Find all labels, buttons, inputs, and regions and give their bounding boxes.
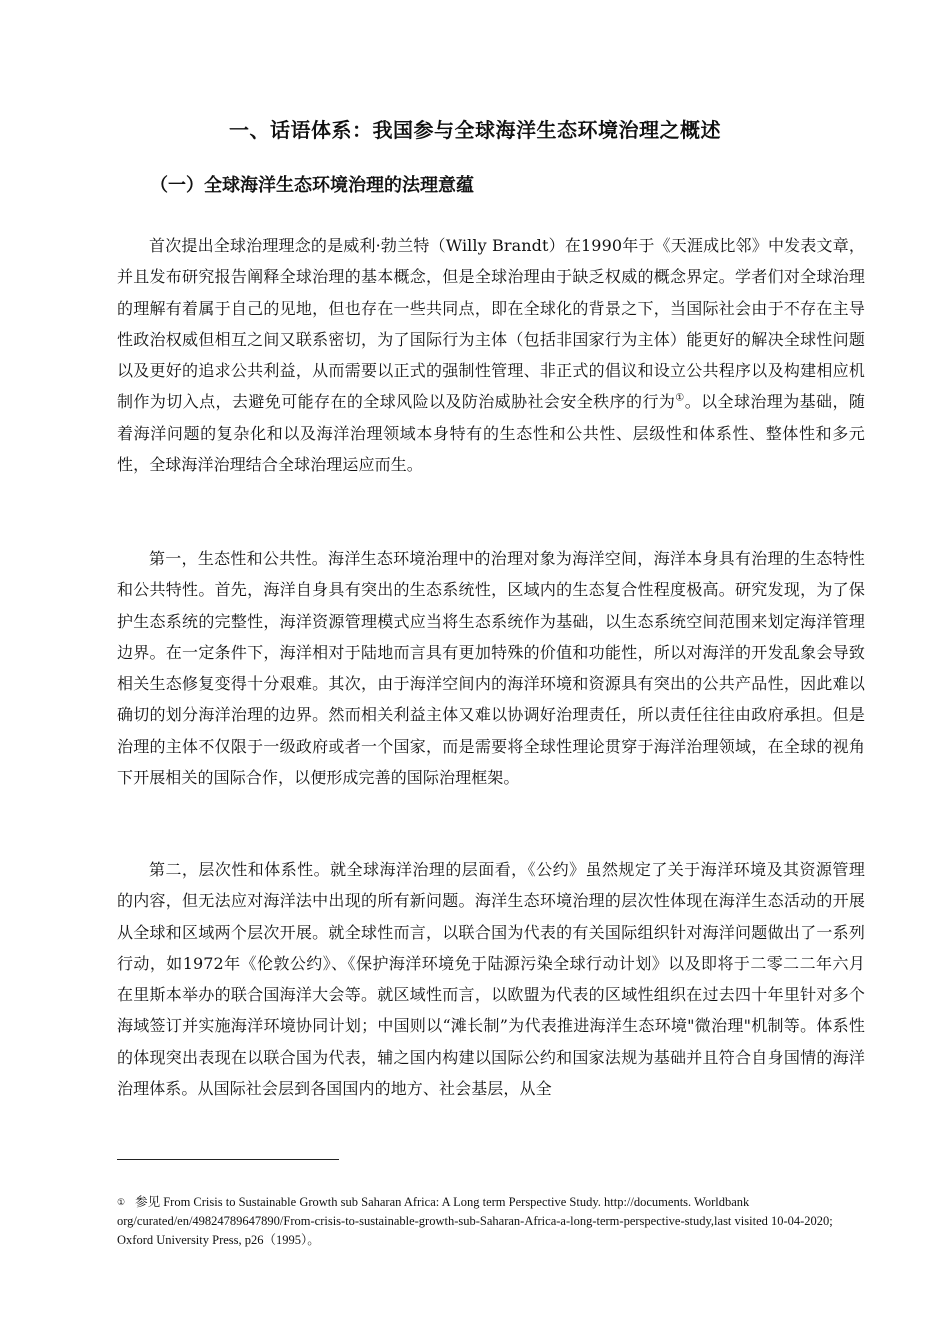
paragraph-2: 第一，生态性和公共性。海洋生态环境治理中的治理对象为海洋空间，海洋本身具有治理的生态特性和公共特性。首先，海洋自身具有突出的生态系统性，区域内的生态复合性程度极高。研究发现，为了保护生态系统的完整性，海洋资源管理模式应当将生态系统作为基础，以生态系统空间范围来划定海洋管理边界。在一定条件下，海洋相对于陆地而言具有更加特殊的价值和功能性，所以对海洋的开发乱象会导致相关生态修复变得十分艰难。其次，由于海洋空间内的海洋环境和资源具有突出的公共产品性，因此难以确切的划分海洋治理的边界。然而相关利益主体又难以协调好治理责任，所以责任往往由政府承担。但是治理的主体不仅限于一级政府或者一个国家，而是需要将全球性理论贯穿于海洋治理领域，在全球的视角下开展相关的国际合作，以便形成完善的国际治理框架。 [117, 549, 865, 788]
footnote-reference[interactable]: ① [675, 393, 685, 405]
paragraph-3: 第二，层次性和体系性。就全球海洋治理的层面看，《公约》虽然规定了关于海洋环境及其资源管理的内容，但无法应对海洋法中出现的所有新问题。海洋生态环境治理的层次性体现在海洋生态活动的开展从全球和区域两个层次开展。就全球性而言，以联合国为代表的有关国际组织针对海洋问题做出了一系列行动，如1972年《伦敦公约》、《保护海洋环境免于陆源污染全球行动计划》以及即将于二零二二年六月在里斯本举办的联合国海洋大会等。就区域性而言，以欧盟为代表的区域性组织在过去四十年里针对多个海域签订并实施海洋环境协同计划；中国则以“滩长制”为代表推进海洋生态环境"微治理"机制等。体系性的体现突出表现在以联合国为代表，辅之国内构建以国际公约和国家法规为基础并且符合自身国情的海洋治理体系。从国际社会层到各国国内的地方、社会基层，从全 [117, 860, 865, 1099]
footnote-mark: ① [117, 1197, 126, 1207]
subsection-heading: （一）全球海洋生态环境治理的法理意蕴 [150, 175, 474, 196]
paragraph-1-text: 首次提出全球治理理念的是威利·勃兰特（Willy Brandt）在1990年于《天涯成比邻》中发表文章，并且发布研究报告阐释全球治理的基本概念，但是全球治理由于缺乏权威的概念界定。学者们对全球治理的理解有着属于自己的见地，但也存在一些共同点，即在全球化的背景之下，当国际社会由于不存在主导性政治权威但相互之间又联系密切，为了国际行为主体（包括非国家行为主体）能更好的解决全球性问题以及更好的追求公共利益，从而需要以正式的强制性管理、非正式的倡议和设立公共程序以及构建相应机制作为切入点，去避免可能存在的全球风险以及防治威胁社会安全秩序的行为 [117, 236, 865, 412]
footnote [117, 1193, 865, 1250]
paragraph-1 [117, 230, 865, 480]
footnote-text: 参见 From Crisis to Sustainable Growth sub Saharan Africa: A Long term Perspective Study. http://documents. Worldbank org/curated/en/49824789647890/From-crisis-to-sustainable-growth-sub-Saharan-Africa-a-long-term-perspective-study,last visited 10-04-2020; Oxford University Press, p26（1995）。 [117, 1195, 833, 1247]
paragraph-1-tail: 。以全球治理为基础，随着海洋问题的复杂化和以及海洋治理领域本身特有的生态性和公共性、层级性和体系性、整体性和多元性，全球海洋治理结合全球治理运应而生。 [117, 392, 865, 475]
section-heading: 一、话语体系：我国参与全球海洋生态环境治理之概述 [229, 118, 721, 142]
footnote-separator [117, 1159, 339, 1160]
